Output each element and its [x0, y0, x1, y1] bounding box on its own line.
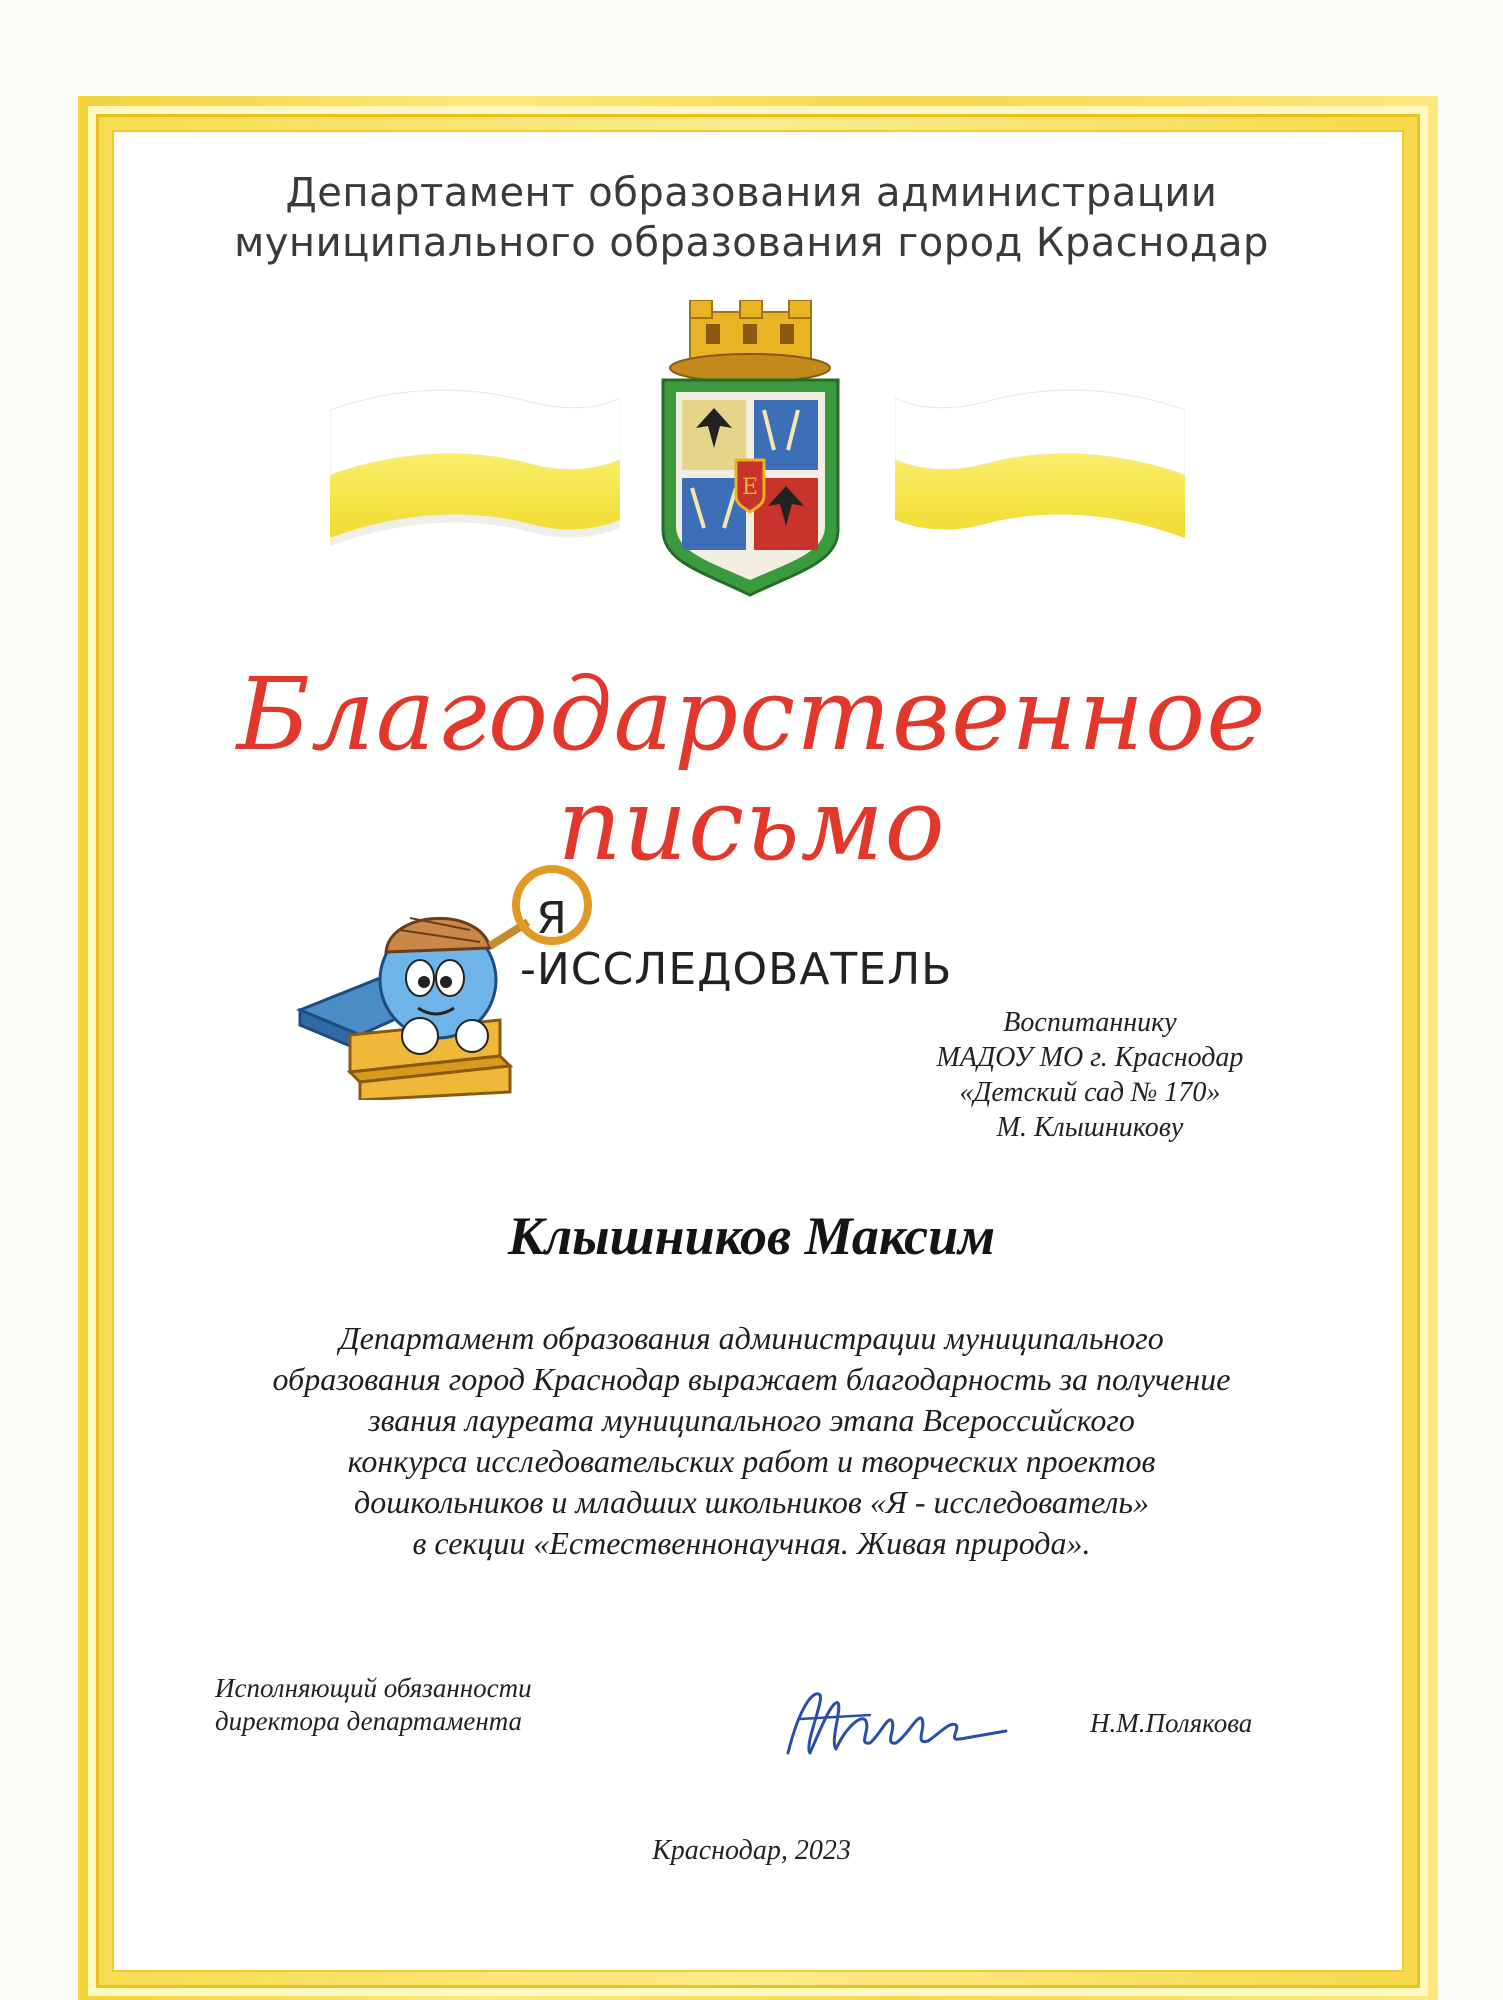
addressee-line4: М. Клышникову	[996, 1112, 1184, 1143]
body-line: в секции «Естественнонаучная. Живая природа».	[412, 1525, 1091, 1561]
addressee-line1: Воспитаннику	[1003, 1007, 1177, 1038]
body-line: Департамент образования администрации муниципального	[339, 1320, 1164, 1356]
body-paragraph	[0, 1318, 1503, 1564]
addressee-line2: МАДОУ МО г. Краснодар	[936, 1042, 1244, 1073]
department-header-line1: Департамент образования администрации	[285, 170, 1218, 216]
left-flag-icon	[330, 380, 620, 560]
addressee-line3: «Детский сад № 170»	[959, 1077, 1221, 1108]
contest-logo-text	[520, 893, 1000, 995]
signer-name: Н.М.Полякова	[1090, 1708, 1253, 1738]
department-header-line2: муниципального образования город Краснодар	[234, 220, 1269, 266]
contest-logo-rest: -ИССЛЕДОВАТЕЛЬ	[520, 944, 953, 995]
recipient-name: Клышников Максим	[507, 1206, 996, 1266]
body-line: образования город Краснодар выражает благодарность за получение	[272, 1361, 1231, 1397]
body-line: звания лауреата муниципального этапа Всероссийского	[368, 1402, 1135, 1438]
contest-logo-letter: Я	[536, 893, 568, 944]
handwritten-signature-icon	[780, 1675, 1010, 1770]
department-header	[0, 168, 1503, 268]
right-flag-icon	[895, 380, 1185, 560]
title-line2: письмо	[557, 766, 946, 883]
title-line1: Благодарственное	[236, 656, 1267, 773]
krasnodar-coat-of-arms-icon	[648, 300, 853, 600]
svg-text:Е: Е	[741, 475, 759, 500]
addressee-block	[870, 1005, 1310, 1145]
body-line: конкурса исследовательских работ и творческих проектов	[347, 1443, 1156, 1479]
place-and-year: Краснодар, 2023	[652, 1835, 851, 1866]
signer-role-line1: Исполняющий обязанности	[215, 1673, 532, 1703]
signer-role	[215, 1672, 685, 1738]
body-line: дошкольников и младших школьников «Я - исследователь»	[354, 1484, 1149, 1520]
signer-role-line2: директора департамента	[215, 1706, 523, 1736]
